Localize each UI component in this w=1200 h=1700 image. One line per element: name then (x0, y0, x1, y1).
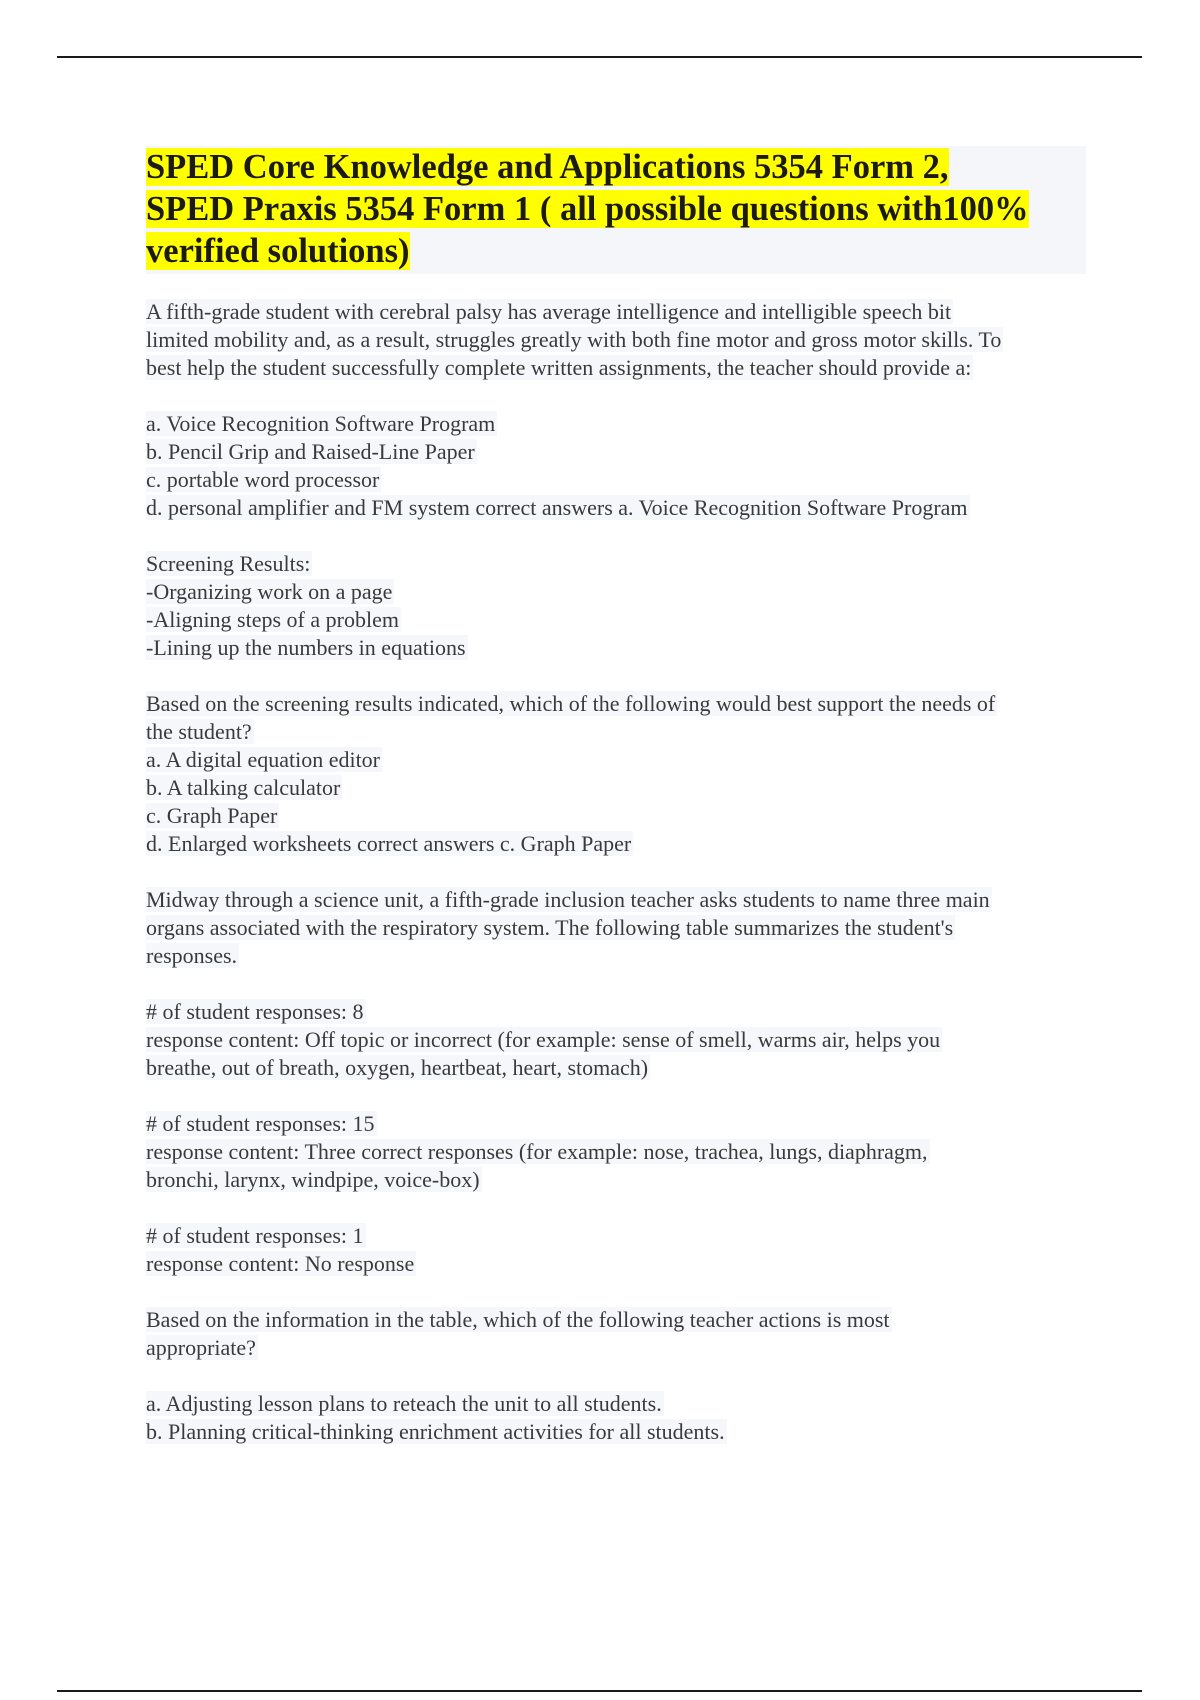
text-line (146, 942, 1086, 970)
document-title (146, 146, 1086, 272)
title-block (146, 146, 1086, 274)
text-line (146, 886, 1086, 914)
text-line (146, 606, 1086, 634)
text-line-content: b. Planning critical-thinking enrichment activities for all students. (146, 1419, 725, 1444)
text-line-content: breathe, out of breath, oxygen, heartbeat, heart, stomach) (146, 1055, 649, 1080)
text-line (146, 1026, 1086, 1054)
text-line (146, 1390, 1086, 1418)
text-line (146, 998, 1086, 1026)
paragraph-q1-options (146, 410, 1086, 522)
paragraph-q3-question (146, 1306, 1086, 1362)
text-line (146, 1334, 1086, 1362)
bottom-rule (57, 1690, 1142, 1692)
paragraph-q3-response-2 (146, 1110, 1086, 1194)
paragraph-q2-stem-options (146, 690, 1086, 858)
text-line (146, 830, 1086, 858)
text-line (146, 718, 1086, 746)
page-content (146, 146, 1086, 1474)
text-line-content: -Aligning steps of a problem (146, 607, 399, 632)
paragraph-q3-options (146, 1390, 1086, 1446)
text-line (146, 354, 1086, 382)
text-line (146, 494, 1086, 522)
text-line (146, 1306, 1086, 1334)
text-line-content: # of student responses: 1 (146, 1223, 364, 1248)
text-line (146, 690, 1086, 718)
text-line (146, 914, 1086, 942)
text-line-content: responses. (146, 943, 238, 968)
text-line-content: a. A digital equation editor (146, 747, 381, 772)
text-line-content: c. Graph Paper (146, 803, 278, 828)
paragraph-q3-response-1 (146, 998, 1086, 1082)
text-line-content: limited mobility and, as a result, struggles greatly with both fine motor and gross motor skills. To (146, 327, 1002, 352)
text-line-content: -Organizing work on a page (146, 579, 393, 604)
text-line-content: response content: No response (146, 1251, 415, 1276)
text-line-content: Midway through a science unit, a fifth-grade inclusion teacher asks students to name three main (146, 887, 990, 912)
text-line-content: Screening Results: (146, 551, 311, 576)
text-line-content: best help the student successfully complete written assignments, the teacher should provide a: (146, 355, 972, 380)
paragraph-q3-response-3 (146, 1222, 1086, 1278)
title-line: verified solutions) (146, 232, 410, 270)
text-line (146, 634, 1086, 662)
text-line-content: bronchi, larynx, windpipe, voice-box) (146, 1167, 480, 1192)
text-line-content: -Lining up the numbers in equations (146, 635, 466, 660)
text-line-content: b. Pencil Grip and Raised-Line Paper (146, 439, 475, 464)
text-line (146, 1110, 1086, 1138)
text-line (146, 1166, 1086, 1194)
text-line-content: a. Voice Recognition Software Program (146, 411, 496, 436)
text-line (146, 1054, 1086, 1082)
text-line (146, 410, 1086, 438)
text-line (146, 802, 1086, 830)
text-line-content: Based on the information in the table, which of the following teacher actions is most (146, 1307, 890, 1332)
text-line-content: response content: Three correct responses (for example: nose, trachea, lungs, diaphragm, (146, 1139, 928, 1164)
text-line-content: Based on the screening results indicated, which of the following would best support the needs of (146, 691, 996, 716)
paragraph-q1-stem (146, 298, 1086, 382)
text-line-content: d. Enlarged worksheets correct answers c. Graph Paper (146, 831, 632, 856)
text-line-content: b. A talking calculator (146, 775, 341, 800)
text-line-content: c. portable word processor (146, 467, 380, 492)
text-line-content: organs associated with the respiratory system. The following table summarizes the student's (146, 915, 954, 940)
text-line (146, 1138, 1086, 1166)
text-line (146, 326, 1086, 354)
text-line (146, 298, 1086, 326)
text-line (146, 578, 1086, 606)
text-line (146, 774, 1086, 802)
text-line-content: A fifth-grade student with cerebral palsy has average intelligence and intelligible speech bit (146, 299, 952, 324)
title-line: SPED Core Knowledge and Applications 5354 Form 2, (146, 148, 949, 186)
text-line-content: response content: Off topic or incorrect (for example: sense of smell, warms air, helps you (146, 1027, 941, 1052)
text-line (146, 1222, 1086, 1250)
text-line-content: appropriate? (146, 1335, 256, 1360)
text-line-content: # of student responses: 15 (146, 1111, 375, 1136)
text-line-content: a. Adjusting lesson plans to reteach the unit to all students. (146, 1391, 662, 1416)
text-line-content: d. personal amplifier and FM system correct answers a. Voice Recognition Software Program (146, 495, 968, 520)
text-line (146, 466, 1086, 494)
text-line (146, 438, 1086, 466)
text-line-content: # of student responses: 8 (146, 999, 364, 1024)
title-line: SPED Praxis 5354 Form 1 ( all possible questions with100% (146, 190, 1029, 228)
top-rule (57, 56, 1142, 58)
text-line (146, 550, 1086, 578)
text-line-content: the student? (146, 719, 252, 744)
text-line (146, 1418, 1086, 1446)
paragraph-q3-stem (146, 886, 1086, 970)
paragraph-q2-screening (146, 550, 1086, 662)
text-line (146, 1250, 1086, 1278)
question-body (146, 298, 1086, 1446)
text-line (146, 746, 1086, 774)
